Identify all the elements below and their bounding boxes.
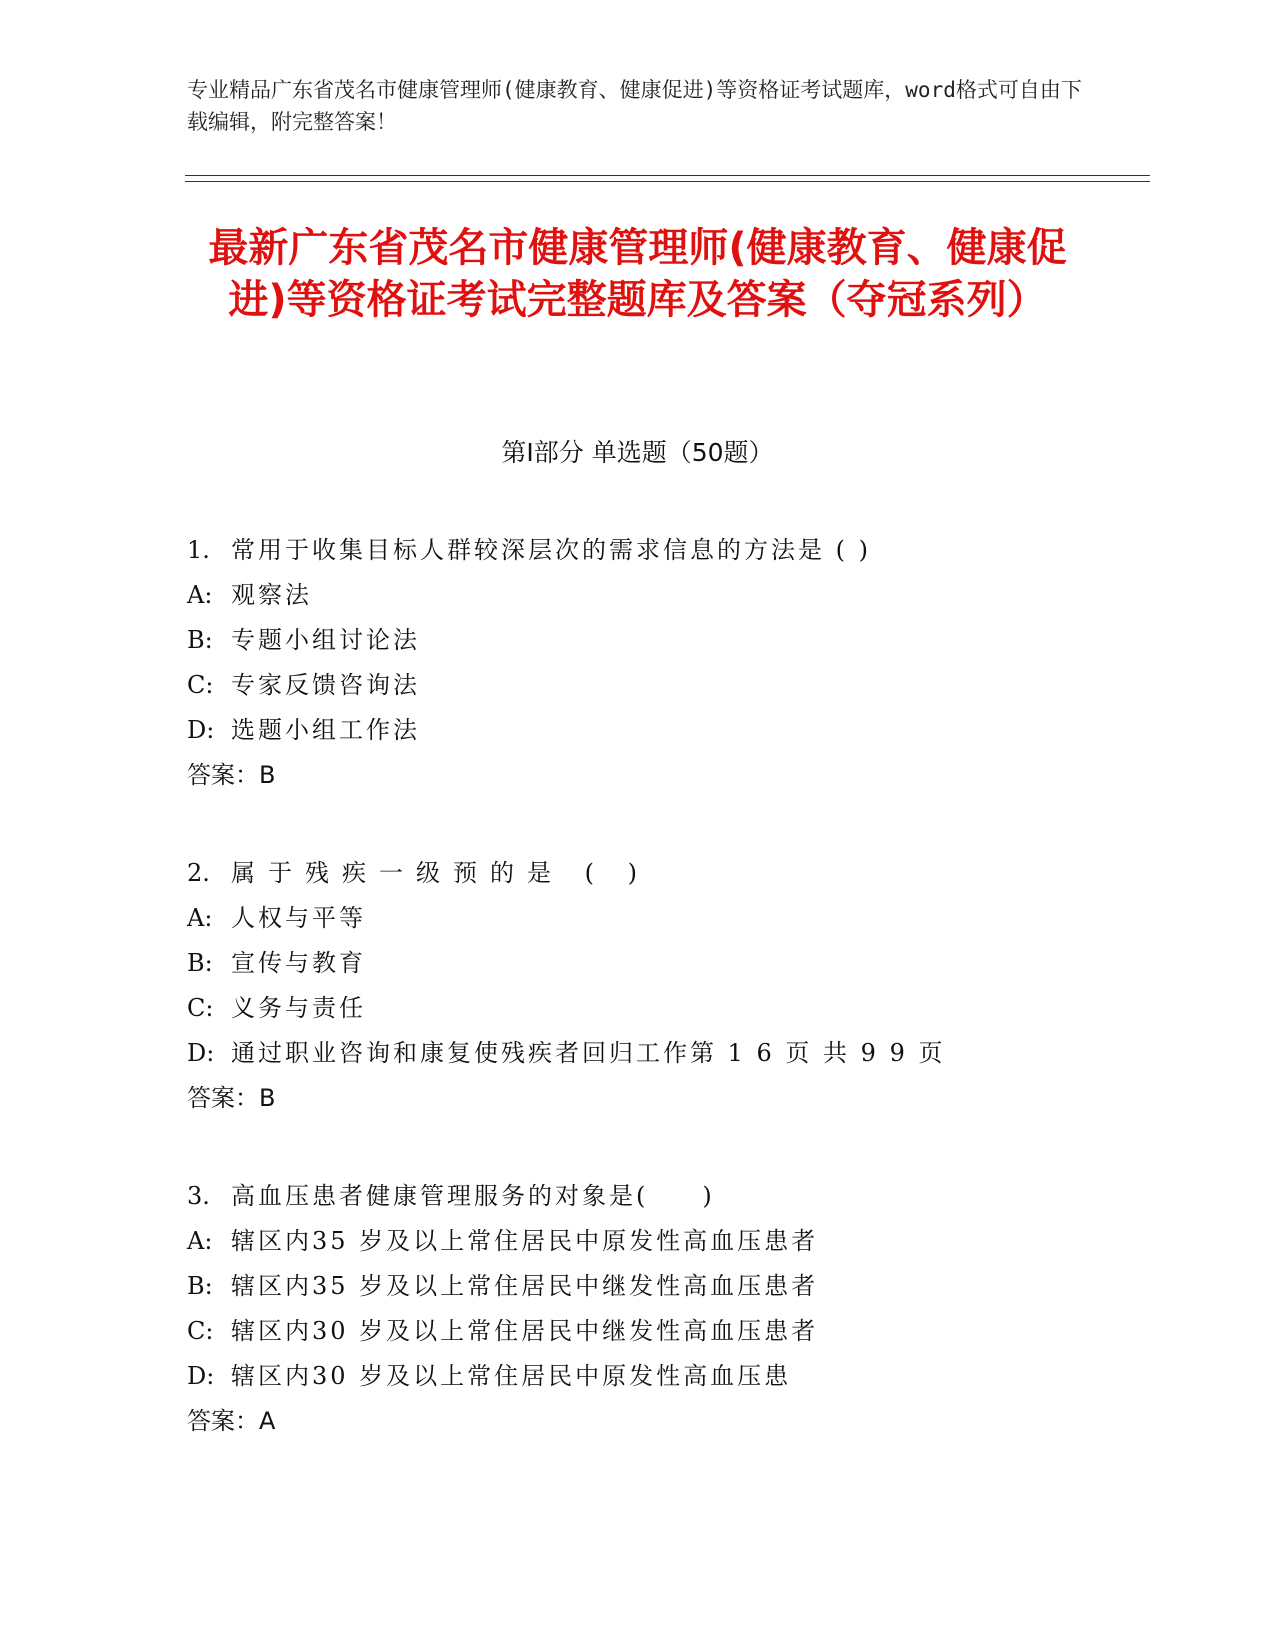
option-text: 义务与责任 — [231, 994, 366, 1022]
option-text: 辖区内30 岁及以上常住居民中继发性高血压患者 — [231, 1317, 819, 1345]
option-text: 辖区内35 岁及以上常住居民中原发性高血压患者 — [231, 1227, 819, 1255]
option-label: A: — [187, 581, 213, 609]
answer-line — [187, 753, 1087, 798]
option-text: 专家反馈咨询法 — [231, 671, 420, 699]
option-label: B: — [187, 626, 213, 654]
option-label: B: — [187, 1272, 213, 1300]
option-label: A: — [187, 1227, 213, 1255]
option-b — [187, 1264, 1087, 1309]
option-label: D: — [187, 1039, 215, 1067]
question-list — [187, 528, 1087, 1497]
question-number: 1. — [187, 536, 210, 564]
answer-value: A — [259, 1407, 276, 1435]
question-3 — [187, 1174, 1087, 1444]
option-text: 辖区内30 岁及以上常住居民中原发性高血压患 — [231, 1362, 792, 1390]
option-d — [187, 1354, 1087, 1399]
option-label: C: — [187, 994, 214, 1022]
answer-value: B — [259, 761, 276, 789]
option-text: 辖区内35 岁及以上常住居民中继发性高血压患者 — [231, 1272, 819, 1300]
answer-label: 答案： — [187, 761, 259, 789]
header-rule-bottom — [185, 181, 1150, 182]
option-d — [187, 708, 1087, 753]
option-b — [187, 618, 1087, 663]
header-note: 专业精品广东省茂名市健康管理师(健康教育、健康促进)等资格证考试题库，word格式可自由下载编辑，附完整答案！ — [187, 78, 1082, 134]
answer-label: 答案： — [187, 1084, 259, 1112]
answer-line — [187, 1076, 1087, 1121]
option-b — [187, 941, 1087, 986]
main-title: 最新广东省茂名市健康管理师(健康教育、健康促进)等资格证考试完整题库及答案（夺冠系列） — [208, 225, 1067, 323]
section-title: 第Ⅰ部分 单选题（50题） — [501, 438, 774, 467]
option-a — [187, 896, 1087, 941]
option-label: C: — [187, 671, 214, 699]
option-label: D: — [187, 1362, 215, 1390]
option-text: 观察法 — [231, 581, 312, 609]
option-a — [187, 573, 1087, 618]
question-stem — [187, 1174, 1087, 1219]
question-text: 常用于收集目标人群较深层次的需求信息的方法是 ( ) — [231, 536, 871, 564]
option-label: A: — [187, 904, 213, 932]
option-text: 人权与平等 — [231, 904, 366, 932]
question-text: 属于残疾一级预的是 ( ) — [231, 859, 650, 887]
question-1 — [187, 528, 1087, 798]
option-c — [187, 986, 1087, 1031]
question-stem — [187, 851, 1087, 896]
answer-line — [187, 1399, 1087, 1444]
question-stem — [187, 528, 1087, 573]
option-d — [187, 1031, 1087, 1076]
option-text: 通过职业咨询和康复使残疾者回归工作第 1 6 页 共 9 9 页 — [231, 1039, 946, 1067]
option-text: 宣传与教育 — [231, 949, 366, 977]
question-number: 2. — [187, 859, 210, 887]
option-c — [187, 663, 1087, 708]
option-text: 选题小组工作法 — [231, 716, 420, 744]
question-2 — [187, 851, 1087, 1121]
header-rule-top — [185, 175, 1150, 176]
option-text: 专题小组讨论法 — [231, 626, 420, 654]
answer-label: 答案： — [187, 1407, 259, 1435]
option-a — [187, 1219, 1087, 1264]
option-label: D: — [187, 716, 215, 744]
question-text: 高血压患者健康管理服务的对象是( ) — [231, 1182, 715, 1210]
option-c — [187, 1309, 1087, 1354]
question-number: 3. — [187, 1182, 210, 1210]
option-label: C: — [187, 1317, 214, 1345]
option-label: B: — [187, 949, 213, 977]
answer-value: B — [259, 1084, 276, 1112]
